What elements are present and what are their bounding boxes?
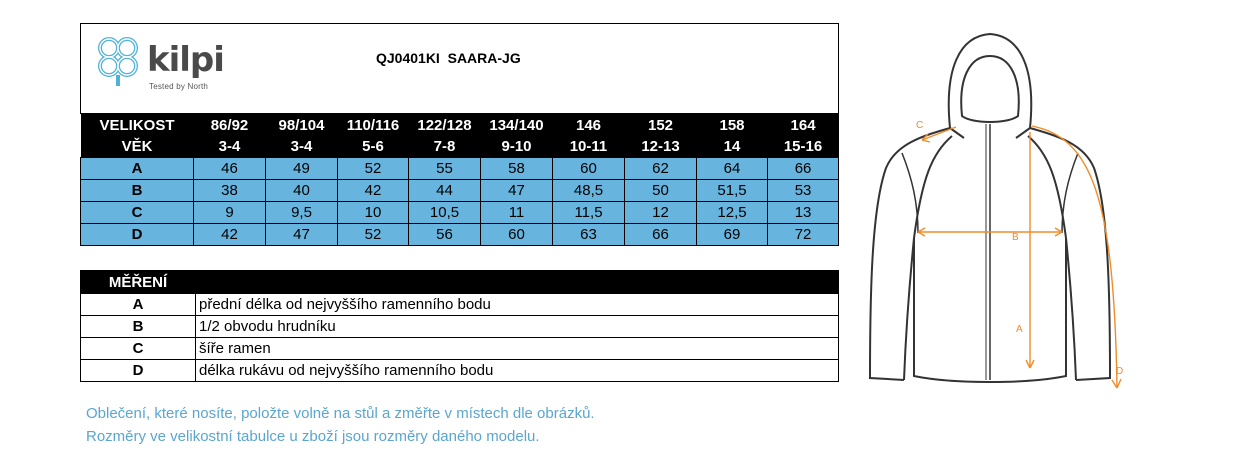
- brand-name: kilpi: [147, 40, 224, 80]
- value-cell: 52: [338, 158, 409, 180]
- value-cell: 58: [481, 158, 553, 180]
- age-cell: 12-13: [625, 136, 697, 158]
- size-cell: 164: [768, 114, 839, 137]
- size-cell: 134/140: [481, 114, 553, 137]
- value-cell: 72: [768, 224, 839, 246]
- value-cell: 11: [481, 202, 553, 224]
- table-header-banner: [81, 24, 839, 114]
- row-label: B: [81, 180, 194, 202]
- legend-description: délka rukávu od nejvyššího ramenního bodu: [196, 360, 839, 382]
- measure-label-d: D: [1116, 366, 1124, 377]
- legend-letter: D: [81, 360, 196, 382]
- age-cell: 3-4: [266, 136, 338, 158]
- size-row: [81, 114, 839, 137]
- legend-row: [81, 294, 839, 316]
- size-cell: 152: [625, 114, 697, 137]
- legend-description: šíře ramen: [196, 338, 839, 360]
- value-cell: 11,5: [553, 202, 625, 224]
- instruction-note: Oblečení, které nosíte, položte volně na stůl a změřte v místech dle obrázků.: [86, 405, 595, 422]
- value-cell: 60: [553, 158, 625, 180]
- size-cell: 158: [697, 114, 768, 137]
- age-row: [81, 136, 839, 158]
- value-cell: 63: [553, 224, 625, 246]
- age-cell: 5-6: [338, 136, 409, 158]
- value-cell: 44: [409, 180, 481, 202]
- product-title: QJ0401KI SAARA-JG: [376, 50, 521, 66]
- legend-row: [81, 338, 839, 360]
- value-cell: 47: [481, 180, 553, 202]
- size-cell: 146: [553, 114, 625, 137]
- age-cell: 10-11: [553, 136, 625, 158]
- value-cell: 40: [266, 180, 338, 202]
- measure-label-a: A: [1016, 324, 1023, 335]
- value-cell: 62: [625, 158, 697, 180]
- value-cell: 60: [481, 224, 553, 246]
- legend-letter: C: [81, 338, 196, 360]
- age-cell: 7-8: [409, 136, 481, 158]
- value-cell: 42: [194, 224, 266, 246]
- age-cell: 9-10: [481, 136, 553, 158]
- row-label: A: [81, 158, 194, 180]
- size-cell: 110/116: [338, 114, 409, 137]
- value-cell: 52: [338, 224, 409, 246]
- jacket-outline: [870, 34, 1110, 382]
- value-cell: 66: [768, 158, 839, 180]
- size-header: VELIKOST: [81, 114, 194, 137]
- legend-header-row: [81, 271, 839, 294]
- value-cell: 38: [194, 180, 266, 202]
- table-row: [81, 158, 839, 180]
- model-note: Rozměry ve velikostní tabulce u zboží jsou rozměry daného modelu.: [86, 428, 540, 445]
- table-row: [81, 180, 839, 202]
- legend-description: 1/2 obvodu hrudníku: [196, 316, 839, 338]
- size-cell: 122/128: [409, 114, 481, 137]
- value-cell: 9: [194, 202, 266, 224]
- size-chart-table: [80, 23, 839, 246]
- value-cell: 10: [338, 202, 409, 224]
- age-header: VĚK: [81, 136, 194, 158]
- size-cell: 86/92: [194, 114, 266, 137]
- value-cell: 12: [625, 202, 697, 224]
- legend-letter: A: [81, 294, 196, 316]
- value-cell: 66: [625, 224, 697, 246]
- measure-lines: [918, 126, 1124, 388]
- value-cell: 13: [768, 202, 839, 224]
- value-cell: 46: [194, 158, 266, 180]
- measurement-legend-table: [80, 270, 839, 382]
- value-cell: 47: [266, 224, 338, 246]
- kilpi-logo: [93, 32, 233, 102]
- legend-row: [81, 316, 839, 338]
- legend-letter: B: [81, 316, 196, 338]
- value-cell: 53: [768, 180, 839, 202]
- legend-row: [81, 360, 839, 382]
- age-cell: 15-16: [768, 136, 839, 158]
- row-label: C: [81, 202, 194, 224]
- value-cell: 42: [338, 180, 409, 202]
- size-cell: 98/104: [266, 114, 338, 137]
- age-cell: 3-4: [194, 136, 266, 158]
- value-cell: 56: [409, 224, 481, 246]
- value-cell: 10,5: [409, 202, 481, 224]
- value-cell: 51,5: [697, 180, 768, 202]
- table-row: [81, 224, 839, 246]
- row-label: D: [81, 224, 194, 246]
- measure-label-c: C: [916, 120, 924, 131]
- age-cell: 14: [697, 136, 768, 158]
- value-cell: 55: [409, 158, 481, 180]
- legend-header: MĚŘENÍ: [81, 271, 196, 294]
- celtic-knot-icon: [93, 34, 143, 90]
- value-cell: 49: [266, 158, 338, 180]
- value-cell: 50: [625, 180, 697, 202]
- brand-tagline: Tested by North: [149, 82, 209, 91]
- value-cell: 64: [697, 158, 768, 180]
- value-cell: 9,5: [266, 202, 338, 224]
- value-cell: 69: [697, 224, 768, 246]
- value-cell: 48,5: [553, 180, 625, 202]
- table-row: [81, 202, 839, 224]
- measure-label-b: B: [1012, 232, 1019, 243]
- legend-description: přední délka od nejvyššího ramenního bodu: [196, 294, 839, 316]
- jacket-measurement-diagram: [852, 28, 1132, 398]
- value-cell: 12,5: [697, 202, 768, 224]
